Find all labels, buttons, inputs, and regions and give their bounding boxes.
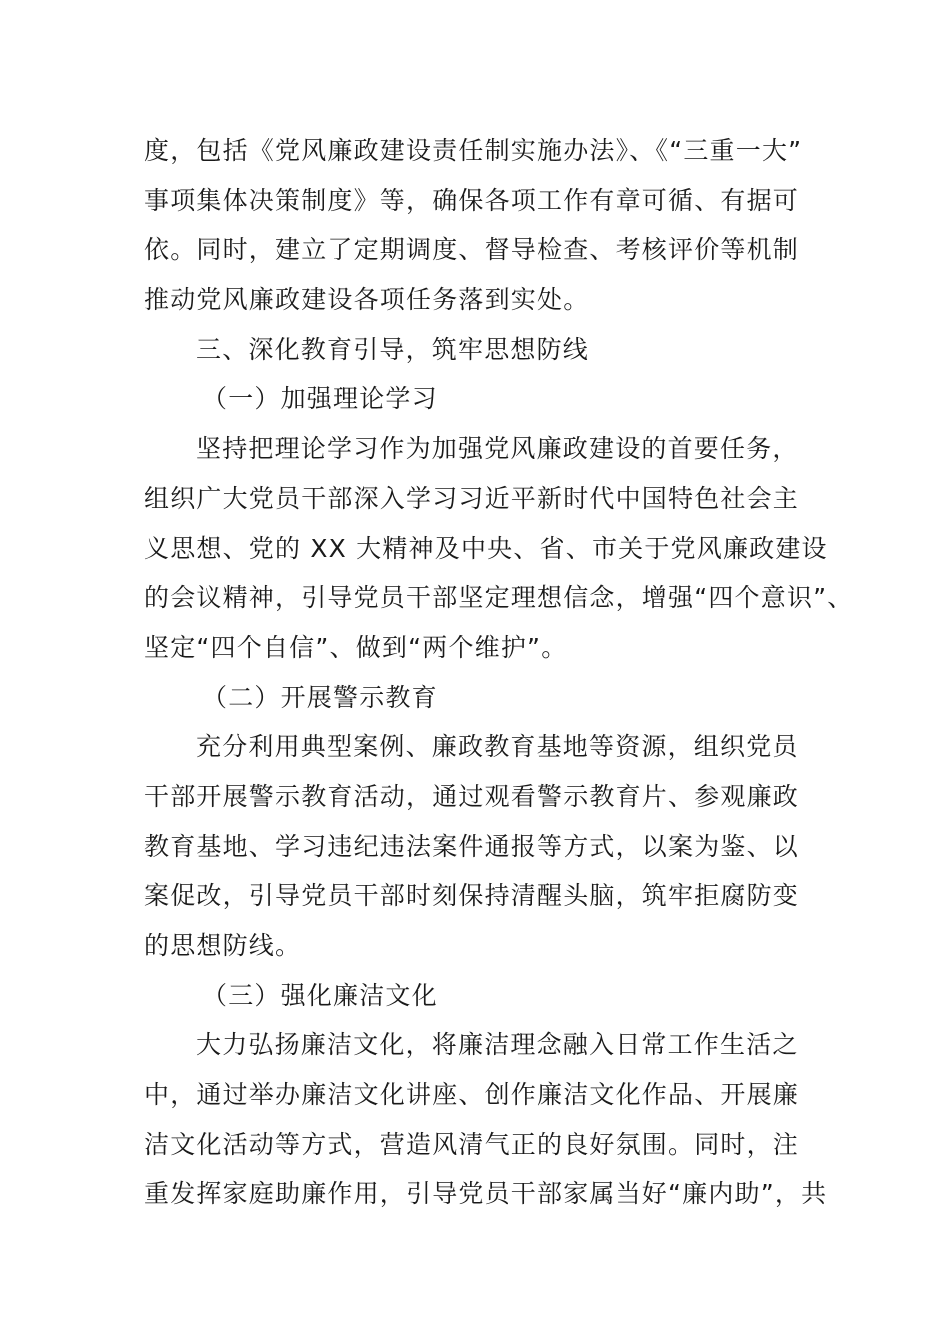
- text-line: 度，包括《党风廉政建设责任制实施办法》、《“三重一大”: [144, 136, 803, 165]
- subsection-heading: （二）开展警示教育: [202, 682, 438, 712]
- text-line: 坚定“四个自信”、做到“两个维护”。: [144, 632, 568, 662]
- paragraph-start: 大力弘扬廉洁文化，将廉洁理念融入日常工作生活之: [196, 1030, 799, 1060]
- subsection-heading: （一）加强理论学习: [202, 384, 438, 414]
- text-line: 事项集体决策制度》等，确保各项工作有章可循、有据可: [144, 185, 800, 215]
- paragraph-start: 充分利用典型案例、廉政教育基地等资源，组织党员: [196, 732, 799, 762]
- text-line: 教育基地、学习违纪违法案件通报等方式，以案为鉴、以: [144, 831, 800, 861]
- text-line: 案促改，引导党员干部时刻保持清醒头脑，筑牢拒腐防变: [144, 881, 800, 911]
- text-line: 干部开展警示教育活动，通过观看警示教育片、参观廉政: [144, 781, 800, 811]
- text-line: 的会议精神，引导党员干部坚定理想信念，增强“四个意识”、: [144, 583, 854, 613]
- text-line: 依。同时，建立了定期调度、督导检查、考核评价等机制: [144, 235, 800, 265]
- subsection-heading: （三）强化廉洁文化: [202, 980, 438, 1010]
- text-line: 重发挥家庭助廉作用，引导党员干部家属当好“廉内助”，共: [144, 1179, 828, 1209]
- section-heading: 三、深化教育引导，筑牢思想防线: [196, 334, 590, 364]
- text-line: 义思想、党的 XX 大精神及中央、省、市关于党风廉政建设: [144, 533, 828, 563]
- text-line: 推动党风廉政建设各项任务落到实处。: [144, 285, 590, 315]
- document-body: [144, 126, 854, 1219]
- text-line: 中，通过举办廉洁文化讲座、创作廉洁文化作品、开展廉: [144, 1080, 800, 1110]
- text-line: 的思想防线。: [144, 931, 302, 960]
- text-line: 组织广大党员干部深入学习习近平新时代中国特色社会主: [144, 483, 800, 513]
- text-line: 洁文化活动等方式，营造风清气正的良好氛围。同时，注: [144, 1129, 800, 1159]
- paragraph-start: 坚持把理论学习作为加强党风廉政建设的首要任务，: [196, 434, 799, 464]
